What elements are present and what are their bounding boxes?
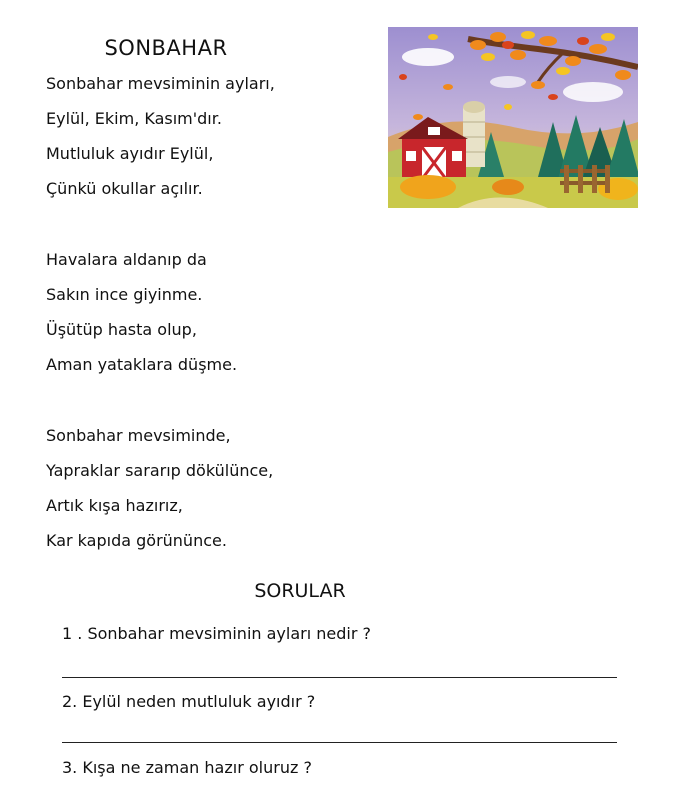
poem-line: Eylül, Ekim, Kasım'dır. — [46, 109, 222, 128]
poem-title: SONBAHAR — [104, 36, 228, 60]
question-1: 1 . Sonbahar mevsiminin ayları nedir ? — [62, 624, 371, 643]
question-2: 2. Eylül neden mutluluk ayıdır ? — [62, 692, 316, 711]
questions-heading: SORULAR — [254, 580, 346, 602]
poem-line: Yapraklar sararıp dökülünce, — [46, 461, 274, 480]
poem-line: Üşütüp hasta olup, — [46, 320, 197, 339]
poem-line: Sakın ince giyinme. — [46, 285, 203, 304]
poem-line: Sonbahar mevsiminde, — [46, 426, 231, 445]
poem-line: Kar kapıda görününce. — [46, 531, 227, 550]
autumn-farm-illustration — [388, 27, 638, 208]
poem-line: Havalara aldanıp da — [46, 250, 207, 269]
poem-line: Çünkü okullar açılır. — [46, 179, 203, 198]
answer-line-2[interactable] — [62, 742, 617, 743]
poem-line: Aman yataklara düşme. — [46, 355, 238, 374]
poem-line: Mutluluk ayıdır Eylül, — [46, 144, 214, 163]
answer-line-1[interactable] — [62, 677, 617, 678]
poem-line: Artık kışa hazırız, — [46, 496, 183, 515]
poem-line: Sonbahar mevsiminin ayları, — [46, 74, 275, 93]
question-3: 3. Kışa ne zaman hazır oluruz ? — [62, 758, 312, 777]
